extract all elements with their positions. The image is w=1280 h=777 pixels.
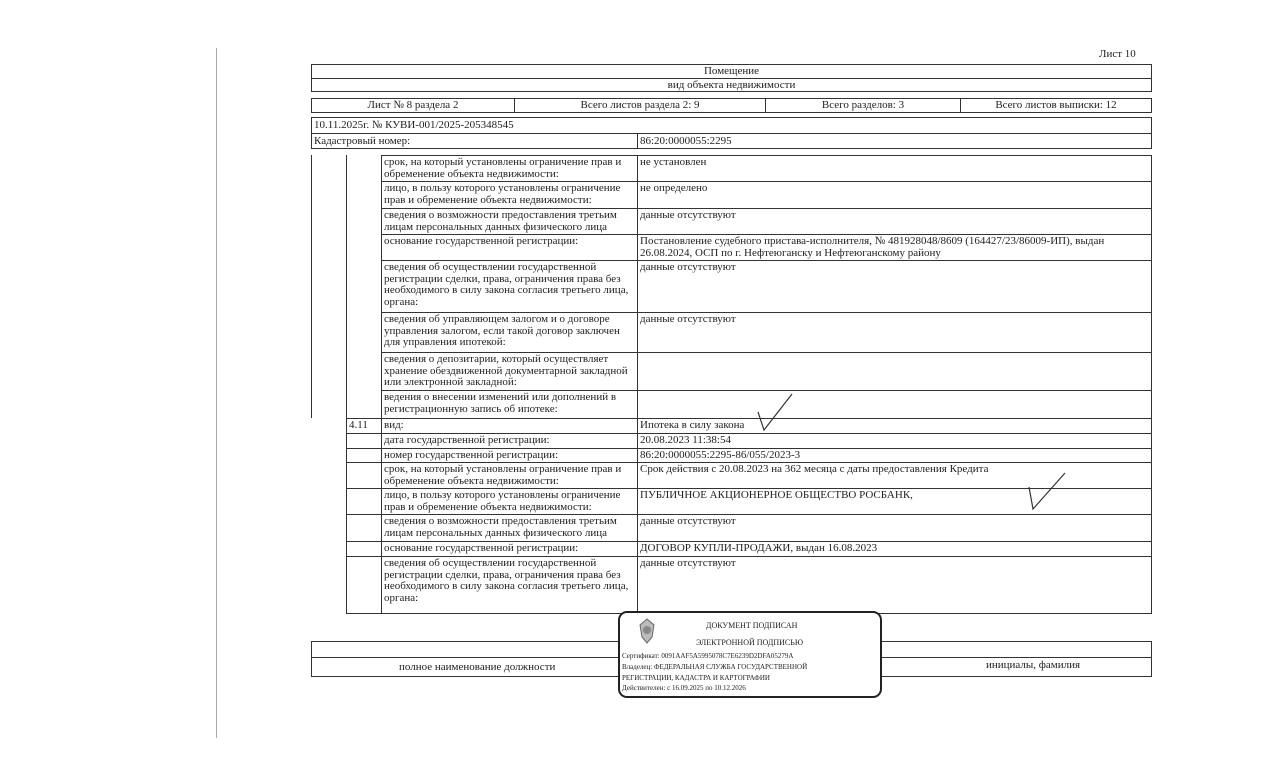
row-value: 20.08.2023 11:38:54 xyxy=(637,433,1152,449)
row-label: сведения о возможности предоставления третьим лицам персональных данных физического лица xyxy=(381,514,638,542)
row-value: данные отсутствуют xyxy=(637,514,1152,542)
row-label: ведения о внесении изменений или дополнений в регистрационную запись об ипотеке: xyxy=(381,390,638,419)
row-number xyxy=(346,556,382,614)
row-label: номер государственной регистрации: xyxy=(381,448,638,463)
initials-caption: инициалы, фамилия xyxy=(986,659,1081,671)
row-number xyxy=(346,448,382,463)
row-number xyxy=(346,514,382,542)
object-type: Помещение xyxy=(311,64,1152,79)
row-label: лицо, в пользу которого установлены ограничение прав и обременение объекта недвижимости: xyxy=(381,181,638,209)
row-label: дата государственной регистрации: xyxy=(381,433,638,449)
row-label: лицо, в пользу которого установлены ограничение прав и обременение объекта недвижимости: xyxy=(381,488,638,515)
row-label: основание государственной регистрации: xyxy=(381,541,638,557)
checkmark-2 xyxy=(1025,465,1075,515)
inner-border xyxy=(346,155,347,418)
row-number xyxy=(346,462,382,489)
total-sections: Всего разделов: 3 xyxy=(765,98,961,113)
row-label: сведения о возможности предоставления третьим лицам персональных данных физического лица xyxy=(381,208,638,235)
total-sheets: Всего листов выписки: 12 xyxy=(960,98,1152,113)
row-number xyxy=(346,541,382,557)
row-value: данные отсутствуют xyxy=(637,208,1152,235)
e-signature-stamp xyxy=(618,611,882,698)
sheet-of-section: Лист № 8 раздела 2 xyxy=(311,98,515,113)
object-type-caption: вид объекта недвижимости xyxy=(311,78,1152,92)
cadastral-label: Кадастровый номер: xyxy=(311,133,638,149)
scan-edge-line xyxy=(216,48,217,738)
row-value: Постановление судебного пристава-исполнителя, № 481928048/8609 (164427/23/86009-ИП), выдан 26.08.2024, ОСП по г. Нефтеюганску и Нефтеюганскому району xyxy=(637,234,1152,261)
stamp-owner-2: РЕГИСТРАЦИИ, КАДАСТРА И КАРТОГРАФИИ xyxy=(622,674,770,682)
row-number: 4.11 xyxy=(346,418,382,434)
row-label: срок, на который установлены ограничение прав и обременение объекта недвижимости: xyxy=(381,462,638,489)
stamp-certificate: Сертификат: 0091AAF5A5995078C7E6239D2DFA05279A xyxy=(622,652,794,660)
row-value: 86:20:0000055:2295-86/055/2023-3 xyxy=(637,448,1152,463)
checkmark-1 xyxy=(750,390,800,440)
row-label: срок, на который установлены ограничение прав и обременение объекта недвижимости: xyxy=(381,155,638,182)
row-value: ДОГОВОР КУПЛИ-ПРОДАЖИ, выдан 16.08.2023 xyxy=(637,541,1152,557)
document-number: 10.11.2025г. № КУВИ-001/2025-205348545 xyxy=(311,117,1152,134)
stamp-subtitle: ЭЛЕКТРОННОЙ ПОДПИСЬЮ xyxy=(696,638,804,647)
left-border xyxy=(311,155,312,418)
row-value: не установлен xyxy=(637,155,1152,182)
row-label: сведения об управляющем залогом и о договоре управления залогом, если такой договор заключен для управления ипотекой: xyxy=(381,312,638,353)
row-number xyxy=(346,488,382,515)
row-value xyxy=(637,352,1152,391)
row-value: Срок действия с 20.08.2023 на 362 месяца с даты предоставления Кредита xyxy=(637,462,1152,489)
row-value: Ипотека в силу закона xyxy=(637,418,1152,434)
total-section-sheets: Всего листов раздела 2: 9 xyxy=(514,98,766,113)
row-value: не определено xyxy=(637,181,1152,209)
row-label: сведения о депозитарии, который осуществляет хранение обездвиженной документарной закладной или электронной закладной: xyxy=(381,352,638,391)
row-value: данные отсутствуют xyxy=(637,312,1152,353)
cadastral-value: 86:20:0000055:2295 xyxy=(637,133,1152,149)
emblem-icon xyxy=(634,617,660,645)
row-value: данные отсутствуют xyxy=(637,556,1152,614)
stamp-validity: Действителен: с 16.09.2025 по 10.12.2026 xyxy=(622,684,746,692)
stamp-title: ДОКУМЕНТ ПОДПИСАН xyxy=(706,621,798,630)
position-caption: полное наименование должности xyxy=(399,661,556,673)
stamp-owner: Владелец: ФЕДЕРАЛЬНАЯ СЛУЖБА ГОСУДАРСТВЕННОЙ xyxy=(622,663,808,671)
row-number xyxy=(346,433,382,449)
row-label: основание государственной регистрации: xyxy=(381,234,638,261)
row-value: ПУБЛИЧНОЕ АКЦИОНЕРНОЕ ОБЩЕСТВО РОСБАНК, xyxy=(637,488,1152,515)
row-label: сведения об осуществлении государственной регистрации сделки, права, ограничения права без необходимого в силу закона согласия третьего лица, органа: xyxy=(381,556,638,614)
row-value: данные отсутствуют xyxy=(637,260,1152,313)
row-value xyxy=(637,390,1152,419)
row-label: сведения об осуществлении государственной регистрации сделки, права, ограничения права без необходимого в силу закона согласия третьего лица, органа: xyxy=(381,260,638,313)
sheet-number: Лист 10 xyxy=(1099,48,1136,60)
row-label: вид: xyxy=(381,418,638,434)
